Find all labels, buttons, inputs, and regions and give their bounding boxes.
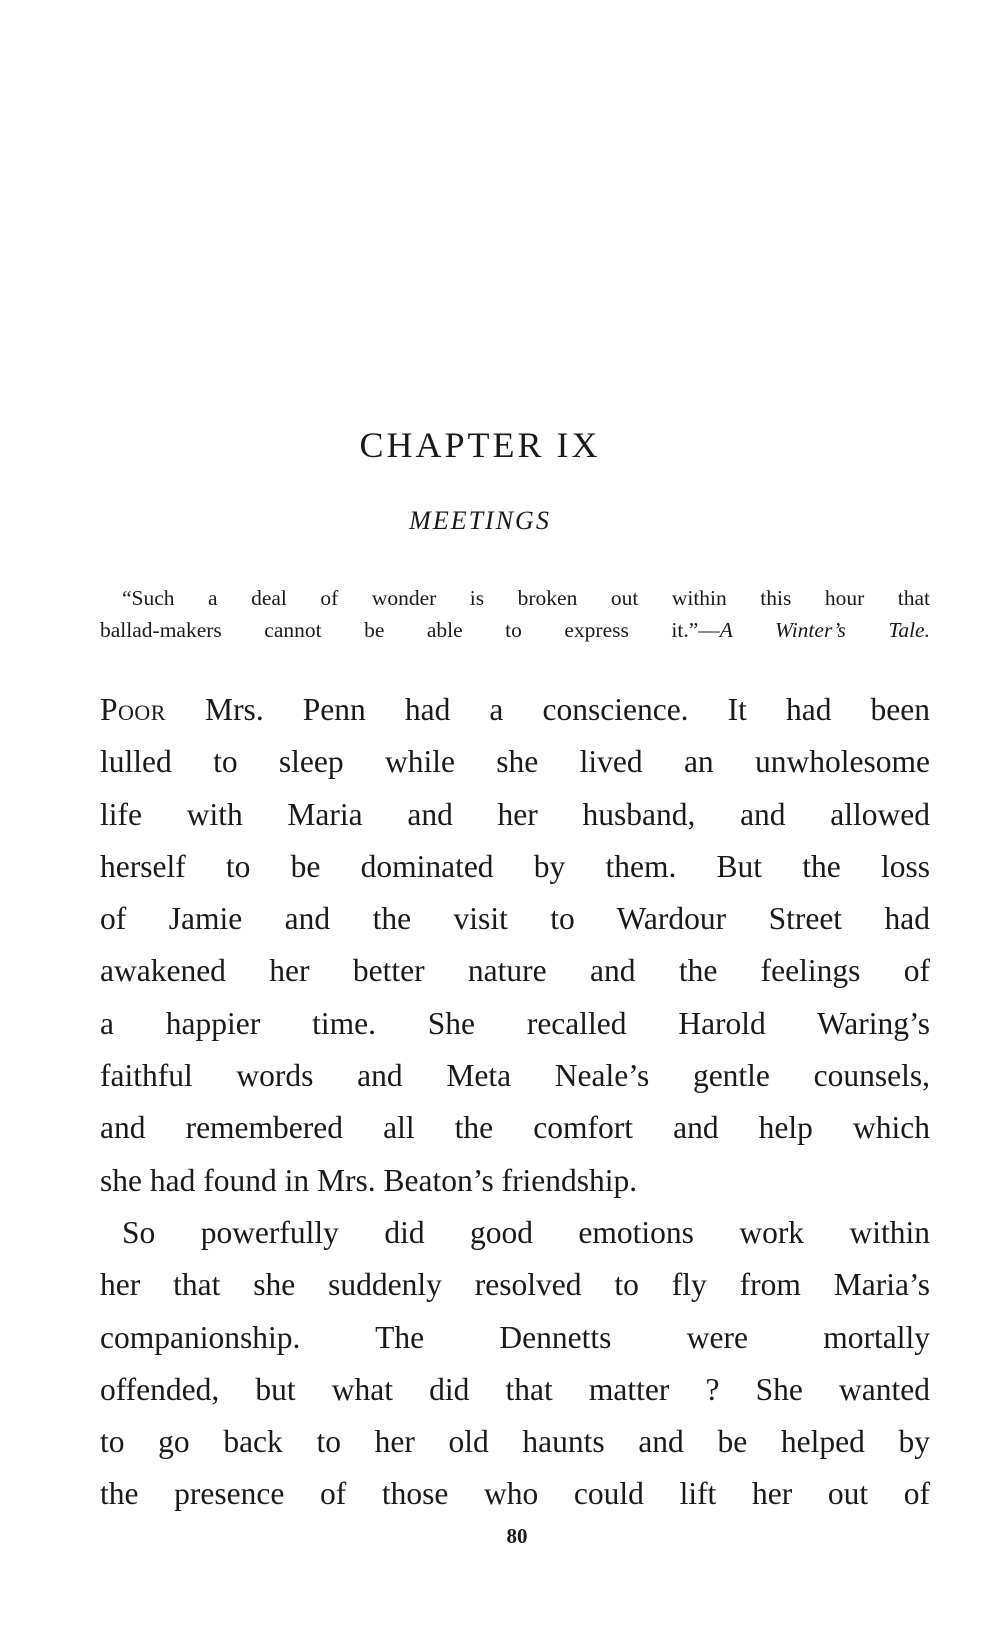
text-line: offended, but what did that matter ? She wanted (100, 1371, 930, 1407)
epigraph (100, 582, 930, 646)
text-line: faithful words and Meta Neale’s gentle counsels, (100, 1058, 930, 1094)
text-line: life with Maria and her husband, and allowed (100, 796, 930, 832)
body-text (100, 684, 930, 1521)
chapter-title: CHAPTER IX (359, 425, 601, 465)
text-line: awakened her better nature and the feelings of (100, 953, 930, 989)
text-line: So powerfully did good emotions work within (122, 1214, 930, 1250)
text-line: she had found in Mrs. Beaton’s friendship. (100, 1162, 638, 1198)
text-line: herself to be dominated by them. But the loss (100, 848, 930, 884)
opening-phrase-end: It had been (727, 692, 931, 727)
text-line: of Jamie and the visit to Wardour Street had (100, 901, 930, 937)
epigraph-line: “Such a deal of wonder is broken out within this hour that (122, 586, 930, 610)
text-line: the presence of those who could lift her out of (100, 1476, 930, 1512)
chapter-subtitle: MEETINGS (409, 506, 551, 535)
epigraph-line (100, 614, 930, 646)
text-line (100, 684, 930, 736)
text-line: lulled to sleep while she lived an unwholesome (100, 744, 930, 780)
text-line: companionship. The Dennetts were mortally (100, 1319, 930, 1355)
opening-word: Poor (100, 692, 166, 727)
text-line: and remembered all the comfort and help which (100, 1110, 930, 1146)
text-line: to go back to her old haunts and be helped by (100, 1424, 930, 1460)
text-line: a happier time. She recalled Harold Waring’s (100, 1005, 930, 1041)
page-number: 80 (506, 1524, 528, 1548)
opening-phrase: Mrs. Penn had a conscience. (165, 692, 728, 727)
text-line: her that she suddenly resolved to fly from Maria’s (100, 1267, 930, 1303)
epigraph-source: A Winter’s Tale. (719, 618, 930, 642)
epigraph-quote-end: ballad-makers cannot be able to express it.”— (100, 618, 720, 642)
